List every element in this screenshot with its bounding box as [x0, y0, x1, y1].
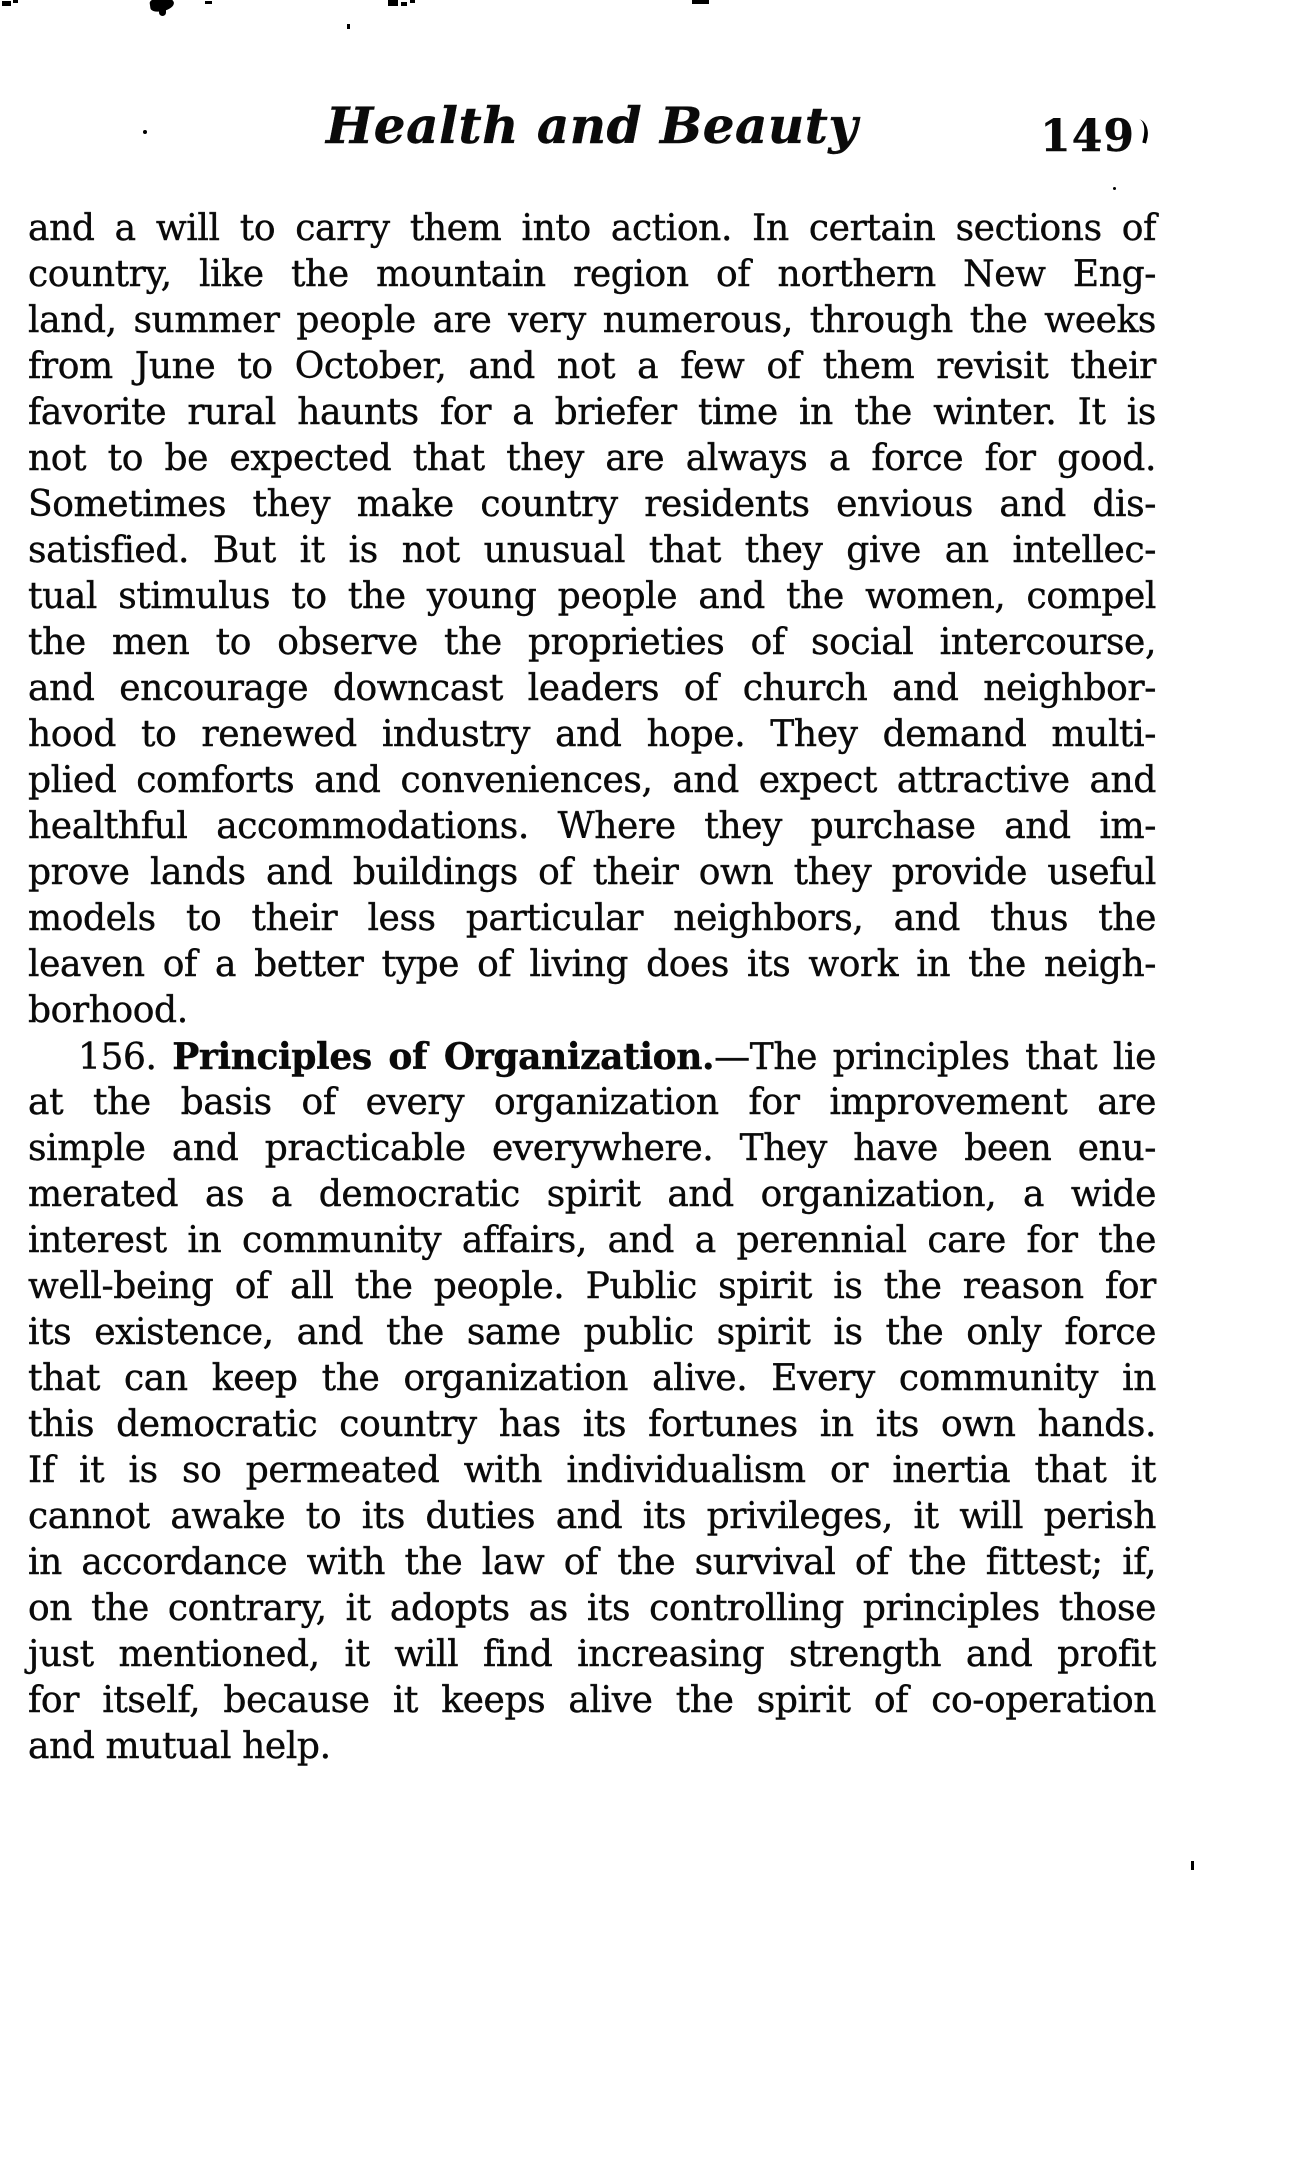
text-line	[28, 344, 1156, 390]
text-segment: just mentioned, it will find increasing strength and profit	[28, 1634, 1156, 1675]
text-segment: and mutual help.	[28, 1726, 331, 1767]
text-segment: land, summer people are very numerous, through the weeks	[28, 300, 1156, 341]
scan-artifact	[159, 9, 166, 16]
scan-artifact	[205, 1, 212, 4]
text-segment: satisfied. But it is not unusual that they give an intellec-	[28, 530, 1156, 571]
text-segment: well-being of all the people. Public spirit is the reason for	[28, 1266, 1156, 1307]
scan-artifact	[401, 2, 407, 6]
text-line	[28, 252, 1156, 298]
text-segment: simple and practicable everywhere. They have been enu-	[28, 1128, 1156, 1169]
text-segment: plied comforts and conveniences, and expect attractive and	[28, 760, 1156, 801]
text-segment: If it is so permeated with individualism or inertia that it	[28, 1450, 1156, 1491]
text-line	[28, 1724, 1156, 1770]
scan-artifact	[2, 1, 11, 6]
text-line	[28, 942, 1156, 988]
text-line	[28, 528, 1156, 574]
text-segment: favorite rural haunts for a briefer time in the winter. It is	[28, 392, 1156, 433]
text-segment: Sometimes they make country residents envious and dis-	[28, 484, 1156, 525]
text-segment: from June to October, and not a few of them revisit their	[28, 346, 1156, 387]
text-segment: leaven of a better type of living does its work in the neigh-	[28, 944, 1156, 985]
text-line	[28, 1126, 1156, 1172]
scan-artifact	[410, 0, 415, 3]
text-segment: cannot awake to its duties and its privileges, it will perish	[28, 1496, 1156, 1537]
text-segment: the men to observe the proprieties of social intercourse,	[28, 622, 1156, 663]
text-segment: prove lands and buildings of their own they provide useful	[28, 852, 1156, 893]
text-line	[28, 574, 1156, 620]
text-line	[28, 988, 1156, 1034]
text-line	[28, 1310, 1156, 1356]
paragraph	[28, 1034, 1156, 1770]
text-line	[28, 1218, 1156, 1264]
text-line	[28, 1494, 1156, 1540]
text-segment: at the basis of every organization for improvement are	[28, 1082, 1156, 1123]
text-line	[28, 206, 1156, 252]
body-text	[28, 206, 1156, 1770]
text-line	[28, 1586, 1156, 1632]
text-segment: hood to renewed industry and hope. They demand multi-	[28, 714, 1156, 755]
text-line	[28, 758, 1156, 804]
text-segment: not to be expected that they are always a force for good.	[28, 438, 1156, 479]
scan-artifact	[347, 24, 350, 29]
text-segment: in accordance with the law of the survival of the fittest; if,	[28, 1542, 1156, 1583]
text-segment: that can keep the organization alive. Every community in	[28, 1358, 1156, 1399]
text-line	[28, 1632, 1156, 1678]
text-line	[28, 1172, 1156, 1218]
text-segment: its existence, and the same public spirit is the only force	[28, 1312, 1156, 1353]
text-line	[28, 804, 1156, 850]
text-segment: models to their less particular neighbors, and thus the	[28, 898, 1156, 939]
text-segment: merated as a democratic spirit and organization, a wide	[28, 1174, 1156, 1215]
page-title: Health and Beauty	[326, 96, 858, 155]
text-line	[28, 666, 1156, 712]
text-segment: —The principles that lie	[714, 1037, 1157, 1078]
text-line	[28, 1356, 1156, 1402]
scan-artifact	[1113, 187, 1116, 190]
text-segment: 156.	[78, 1037, 173, 1078]
text-segment: interest in community affairs, and a perennial care for the	[28, 1220, 1156, 1261]
text-line	[28, 1540, 1156, 1586]
text-line	[28, 1080, 1156, 1126]
text-line	[28, 1264, 1156, 1310]
text-line	[28, 712, 1156, 758]
text-segment: and a will to carry them into action. In certain sections of	[28, 208, 1156, 249]
text-line	[28, 298, 1156, 344]
scan-artifact	[13, 0, 18, 3]
text-line	[28, 1448, 1156, 1494]
text-line	[28, 1034, 1156, 1080]
page-number: 149	[1040, 111, 1135, 162]
text-line	[28, 1402, 1156, 1448]
scan-artifact	[1191, 1861, 1194, 1870]
text-segment: on the contrary, it adopts as its controlling principles those	[28, 1588, 1156, 1629]
text-segment: healthful accommodations. Where they purchase and im-	[28, 806, 1156, 847]
section-heading: Principles of Organization.	[172, 1036, 715, 1078]
text-segment: borhood.	[28, 990, 188, 1031]
text-line	[28, 1678, 1156, 1724]
text-line	[28, 896, 1156, 942]
text-segment: and encourage downcast leaders of church and neighbor-	[28, 668, 1156, 709]
text-line	[28, 390, 1156, 436]
text-segment: tual stimulus to the young people and the women, compel	[28, 576, 1156, 617]
text-line	[28, 482, 1156, 528]
text-segment: country, like the mountain region of northern New Eng-	[28, 254, 1156, 295]
scan-artifact	[388, 0, 398, 6]
text-line	[28, 850, 1156, 896]
text-line	[28, 620, 1156, 666]
paragraph	[28, 206, 1156, 1034]
text-line	[28, 436, 1156, 482]
scan-artifact	[692, 0, 709, 4]
text-segment: for itself, because it keeps alive the spirit of co-operation	[28, 1680, 1156, 1721]
text-segment: this democratic country has its fortunes in its own hands.	[28, 1404, 1156, 1445]
